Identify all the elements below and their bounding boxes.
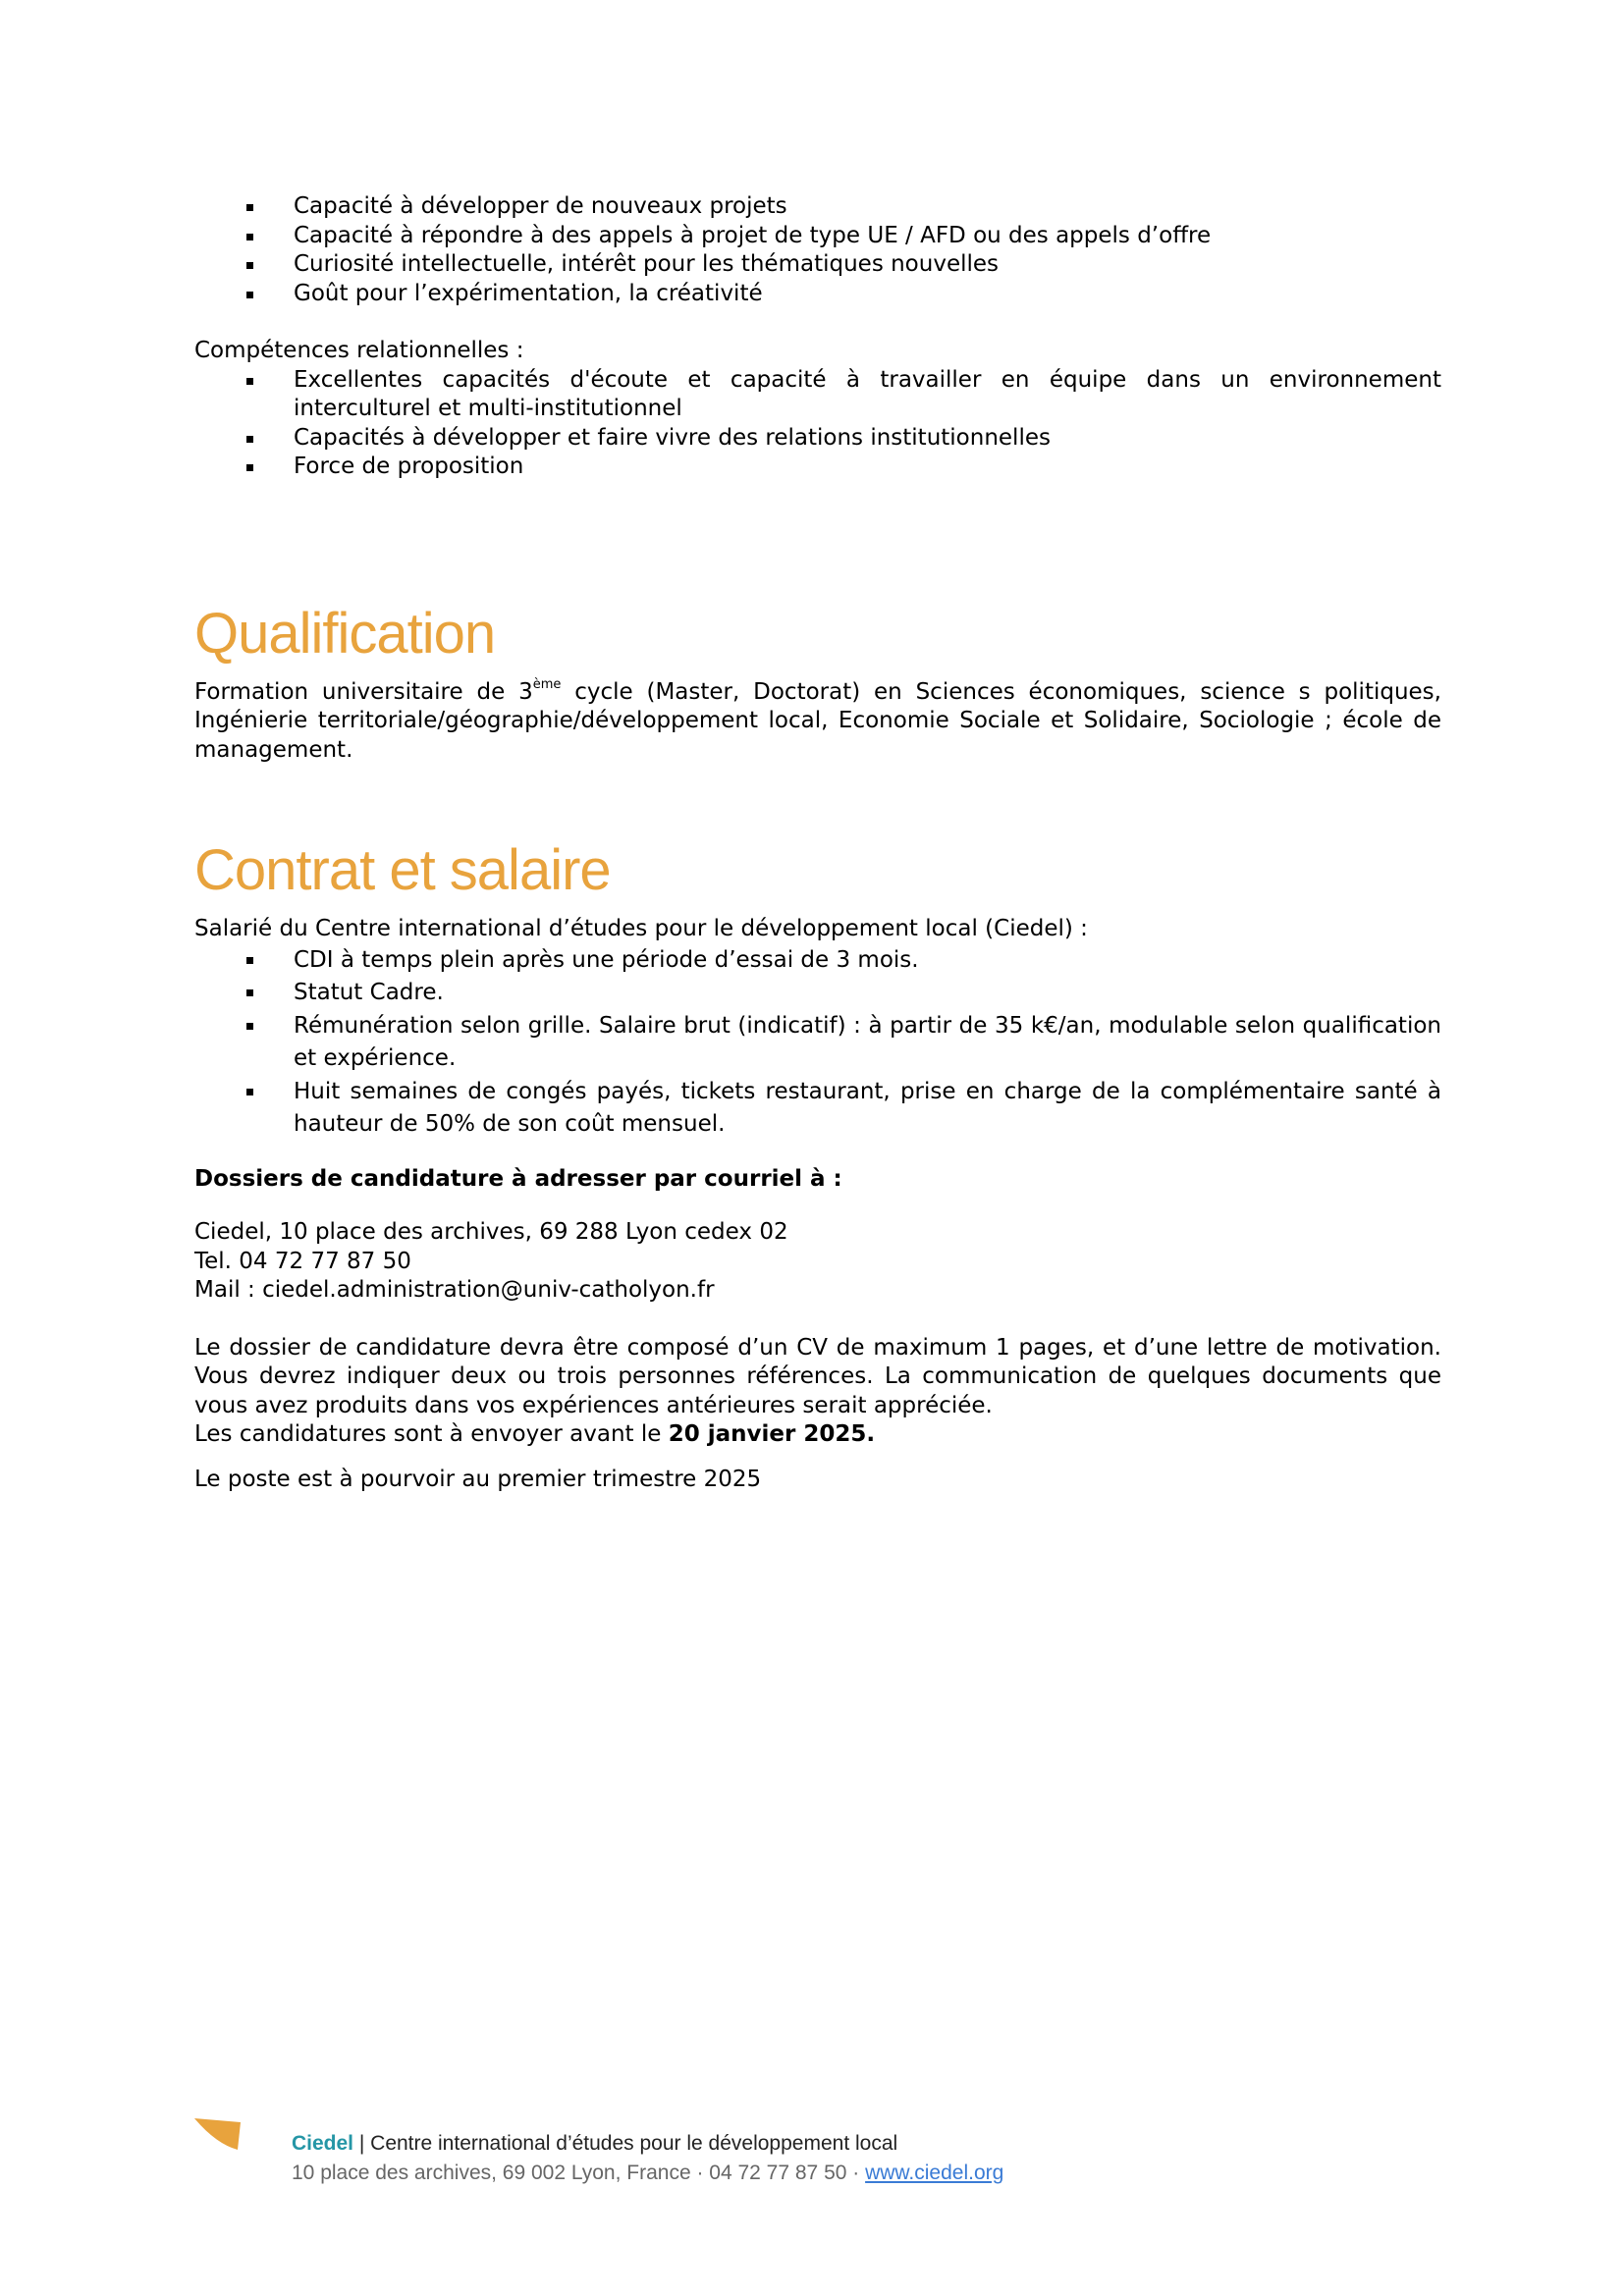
list-item: Excellentes capacités d'écoute et capacité à travailler en équipe dans un environnement interculturel et multi-institutionnel <box>194 366 1441 424</box>
list-item: Capacité à répondre à des appels à projet de type UE / AFD ou des appels d’offre <box>194 222 1441 251</box>
list-item: CDI à temps plein après une période d’essai de 3 mois. <box>194 944 1441 978</box>
list-item: Capacité à développer de nouveaux projets <box>194 192 1441 222</box>
list-item: Goût pour l’expérimentation, la créativité <box>194 280 1441 309</box>
application-mail: Mail : ciedel.administration@univ-catholyon.fr <box>194 1277 715 1303</box>
application-address: Ciedel, 10 place des archives, 69 288 Lyon cedex 02 <box>194 1219 788 1245</box>
document-body <box>194 192 1441 1494</box>
relational-skills-list <box>194 366 1441 482</box>
footer-line-contact: 10 place des archives, 69 002 Lyon, France · 04 72 77 87 50 · www.ciedel.org <box>292 2162 1004 2184</box>
skills-list <box>194 192 1441 308</box>
list-item: Force de proposition <box>194 453 1441 482</box>
website-link[interactable]: www.ciedel.org <box>865 2162 1004 2184</box>
application-heading: Dossiers de candidature à adresser par courriel à : <box>194 1165 842 1192</box>
application-phone: Tel. 04 72 77 87 50 <box>194 1248 411 1274</box>
footer-text <box>292 2129 1003 2188</box>
contract-title: Contrat et salaire <box>194 838 611 902</box>
list-item: Huit semaines de congés payés, tickets restaurant, prise en charge de la complémentaire santé à hauteur de 50% de son coût mensuel. <box>194 1076 1441 1142</box>
footer-line-organization: Ciedel | Centre international d’études pour le développement local <box>292 2132 898 2155</box>
relational-skills-heading: Compétences relationnelles : <box>194 338 524 363</box>
list-item: Capacités à développer et faire vivre des relations institutionnelles <box>194 424 1441 454</box>
contract-list <box>194 944 1441 1142</box>
list-item: Curiosité intellectuelle, intérêt pour les thématiques nouvelles <box>194 250 1441 280</box>
qualification-title: Qualification <box>194 601 496 666</box>
footer-brand: Ciedel <box>292 2132 354 2155</box>
list-item: Rémunération selon grille. Salaire brut (indicatif) : à partir de 35 k€/an, modulable selon qualification et expérience. <box>194 1010 1441 1076</box>
application-composition: Le dossier de candidature devra être composé d’un CV de maximum 1 pages, et d’une lettre de motivation. Vous devrez indiquer deux ou trois personnes références. La communication de quelques documents que vous avez produits dans vos expériences antérieures serait appréciée. <box>194 1334 1441 1418</box>
qualification-text: Formation universitaire de 3ème cycle (Master, Doctorat) en Sciences économiques, science s politiques, Ingénierie territoriale/géographie/développement local, Economie Sociale et Solidaire, Sociologie ; école de management. <box>194 676 1441 763</box>
position-start: Le poste est à pourvoir au premier trimestre 2025 <box>194 1466 762 1492</box>
application-deadline: Les candidatures sont à envoyer avant le 20 janvier 2025. <box>194 1421 876 1447</box>
contract-intro: Salarié du Centre international d’études pour le développement local (Ciedel) : <box>194 916 1088 941</box>
list-item: Statut Cadre. <box>194 977 1441 1010</box>
ciedel-logo-icon <box>194 2118 242 2152</box>
